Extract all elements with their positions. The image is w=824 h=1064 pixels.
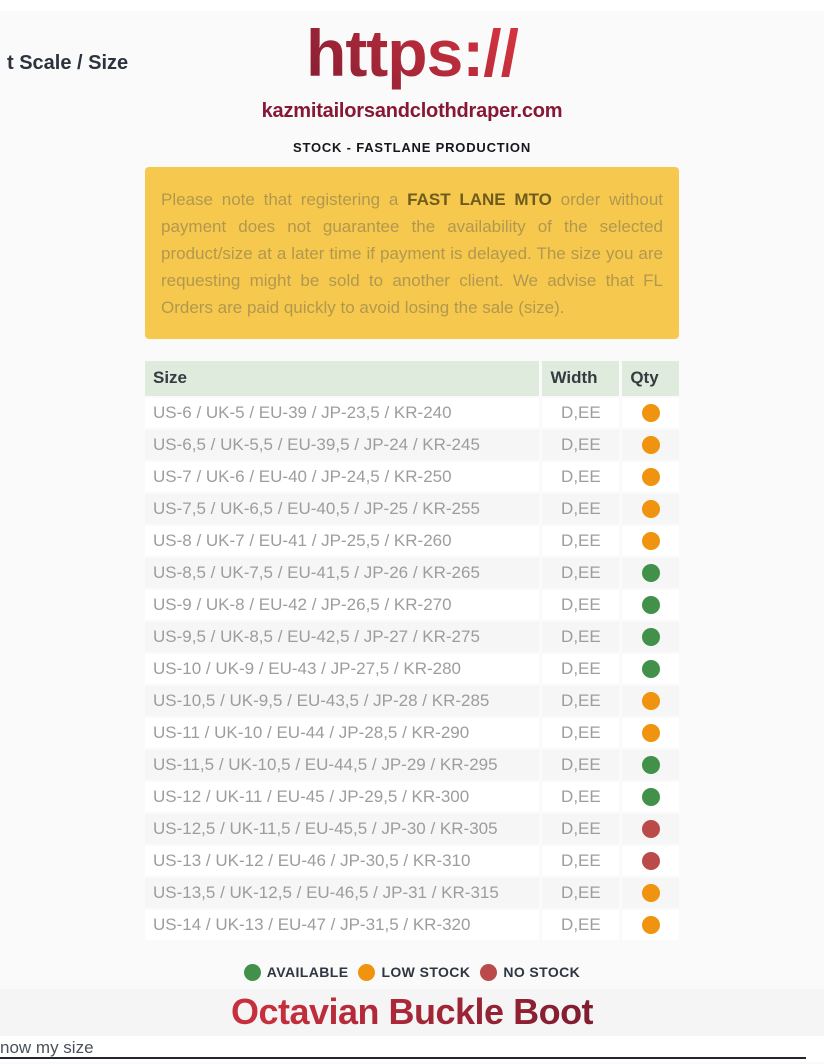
width-cell: D,EE <box>542 718 619 748</box>
stock-production-subtitle: STOCK - FASTLANE PRODUCTION <box>292 139 532 155</box>
width-cell: D,EE <box>542 558 619 588</box>
qty-cell <box>622 398 679 428</box>
qty-cell <box>622 878 679 908</box>
stock-dot-low <box>642 724 660 742</box>
legend-label: LOW STOCK <box>381 964 471 981</box>
know-my-size-option[interactable]: now my size <box>0 1037 94 1057</box>
size-cell: US-13 / UK-12 / EU-46 / JP-30,5 / KR-310 <box>145 846 539 876</box>
qty-cell <box>622 622 679 652</box>
top-strip <box>0 0 824 11</box>
width-cell: D,EE <box>542 462 619 492</box>
stock-dot-low <box>642 436 660 454</box>
legend-item <box>244 964 349 981</box>
stock-dot-low <box>642 404 660 422</box>
size-cell: US-8,5 / UK-7,5 / EU-41,5 / JP-26 / KR-265 <box>145 558 539 588</box>
legend-label: NO STOCK <box>503 964 581 981</box>
page-footer <box>0 1036 824 1062</box>
width-cell: D,EE <box>542 526 619 556</box>
qty-cell <box>622 846 679 876</box>
stock-dot-low <box>642 500 660 518</box>
qty-cell <box>622 814 679 844</box>
size-cell: US-12,5 / UK-11,5 / EU-45,5 / JP-30 / KR-305 <box>145 814 539 844</box>
stock-dot-low <box>642 468 660 486</box>
column-header-width: Width <box>542 361 619 396</box>
size-cell: US-10 / UK-9 / EU-43 / JP-27,5 / KR-280 <box>145 654 539 684</box>
size-cell: US-9 / UK-8 / EU-42 / JP-26,5 / KR-270 <box>145 590 539 620</box>
size-cell: US-6 / UK-5 / EU-39 / JP-23,5 / KR-240 <box>145 398 539 428</box>
notice-text-bold: FAST LANE MTO <box>407 189 552 209</box>
qty-cell <box>622 718 679 748</box>
table-row <box>145 398 679 428</box>
footer-divider <box>0 1057 806 1059</box>
product-title: Octavian Buckle Boot <box>230 991 594 1033</box>
qty-cell <box>622 686 679 716</box>
stock-dot-low <box>642 916 660 934</box>
qty-cell <box>622 910 679 940</box>
notice-text-pre: Please note that registering a <box>161 189 408 209</box>
table-row <box>145 686 679 716</box>
table-row <box>145 622 679 652</box>
fastlane-notice <box>145 167 679 339</box>
qty-cell <box>622 782 679 812</box>
https-logo: https:// <box>306 13 518 94</box>
qty-cell <box>622 430 679 460</box>
size-cell: US-12 / UK-11 / EU-45 / JP-29,5 / KR-300 <box>145 782 539 812</box>
stock-dot-no <box>642 820 660 838</box>
stock-dot-low <box>642 884 660 902</box>
column-header-qty: Qty <box>622 361 679 396</box>
size-cell: US-11 / UK-10 / EU-44 / JP-28,5 / KR-290 <box>145 718 539 748</box>
legend-dot-available <box>244 964 261 981</box>
table-row <box>145 878 679 908</box>
size-cell: US-10,5 / UK-9,5 / EU-43,5 / JP-28 / KR-285 <box>145 686 539 716</box>
stock-dot-available <box>642 596 660 614</box>
stock-dot-no <box>642 852 660 870</box>
stock-dot-low <box>642 532 660 550</box>
width-cell: D,EE <box>542 398 619 428</box>
qty-cell <box>622 558 679 588</box>
qty-cell <box>622 590 679 620</box>
notice-text-post: order without payment does not guarantee the availability of the selected product/size at a later time if payment is delayed. The size you are requesting might be sold to another client. We advise that FL Orders are paid quickly to avoid losing the sale (size). <box>161 189 663 317</box>
width-cell: D,EE <box>542 430 619 460</box>
table-row <box>145 814 679 844</box>
legend-label: AVAILABLE <box>266 964 349 981</box>
width-cell: D,EE <box>542 878 619 908</box>
qty-cell <box>622 654 679 684</box>
table-header-row <box>145 361 679 396</box>
table-row <box>145 654 679 684</box>
table-row <box>145 718 679 748</box>
table-row <box>145 430 679 460</box>
width-cell: D,EE <box>542 590 619 620</box>
size-cell: US-7,5 / UK-6,5 / EU-40,5 / JP-25 / KR-255 <box>145 494 539 524</box>
size-cell: US-11,5 / UK-10,5 / EU-44,5 / JP-29 / KR-295 <box>145 750 539 780</box>
size-cell: US-9,5 / UK-8,5 / EU-42,5 / JP-27 / KR-275 <box>145 622 539 652</box>
stock-legend <box>0 964 824 981</box>
width-cell: D,EE <box>542 686 619 716</box>
width-cell: D,EE <box>542 846 619 876</box>
table-row <box>145 494 679 524</box>
width-cell: D,EE <box>542 654 619 684</box>
table-row <box>145 590 679 620</box>
width-cell: D,EE <box>542 750 619 780</box>
stock-dot-available <box>642 788 660 806</box>
stock-dot-available <box>642 564 660 582</box>
width-cell: D,EE <box>542 622 619 652</box>
size-cell: US-8 / UK-7 / EU-41 / JP-25,5 / KR-260 <box>145 526 539 556</box>
size-stock-table <box>142 359 682 942</box>
size-cell: US-7 / UK-6 / EU-40 / JP-24,5 / KR-250 <box>145 462 539 492</box>
size-cell: US-14 / UK-13 / EU-47 / JP-31,5 / KR-320 <box>145 910 539 940</box>
size-cell: US-13,5 / UK-12,5 / EU-46,5 / JP-31 / KR-315 <box>145 878 539 908</box>
table-row <box>145 462 679 492</box>
legend-item <box>480 964 580 981</box>
brand-header <box>0 11 824 155</box>
domain-text: kazmitailorsandclothdraper.com <box>261 99 563 122</box>
legend-dot-low <box>358 964 375 981</box>
qty-cell <box>622 494 679 524</box>
width-cell: D,EE <box>542 814 619 844</box>
qty-cell <box>622 462 679 492</box>
width-cell: D,EE <box>542 494 619 524</box>
stock-dot-available <box>642 628 660 646</box>
width-cell: D,EE <box>542 910 619 940</box>
stock-dot-low <box>642 692 660 710</box>
width-cell: D,EE <box>542 782 619 812</box>
legend-dot-no <box>480 964 497 981</box>
table-row <box>145 750 679 780</box>
stock-dot-available <box>642 756 660 774</box>
product-title-band <box>0 989 824 1036</box>
table-row <box>145 526 679 556</box>
fit-scale-size-label: t Scale / Size <box>7 52 129 74</box>
table-row <box>145 846 679 876</box>
size-cell: US-6,5 / UK-5,5 / EU-39,5 / JP-24 / KR-245 <box>145 430 539 460</box>
table-row <box>145 558 679 588</box>
table-row <box>145 910 679 940</box>
qty-cell <box>622 526 679 556</box>
legend-item <box>358 964 470 981</box>
qty-cell <box>622 750 679 780</box>
stock-dot-available <box>642 660 660 678</box>
table-row <box>145 782 679 812</box>
column-header-size: Size <box>145 361 539 396</box>
size-table-body <box>145 398 679 940</box>
